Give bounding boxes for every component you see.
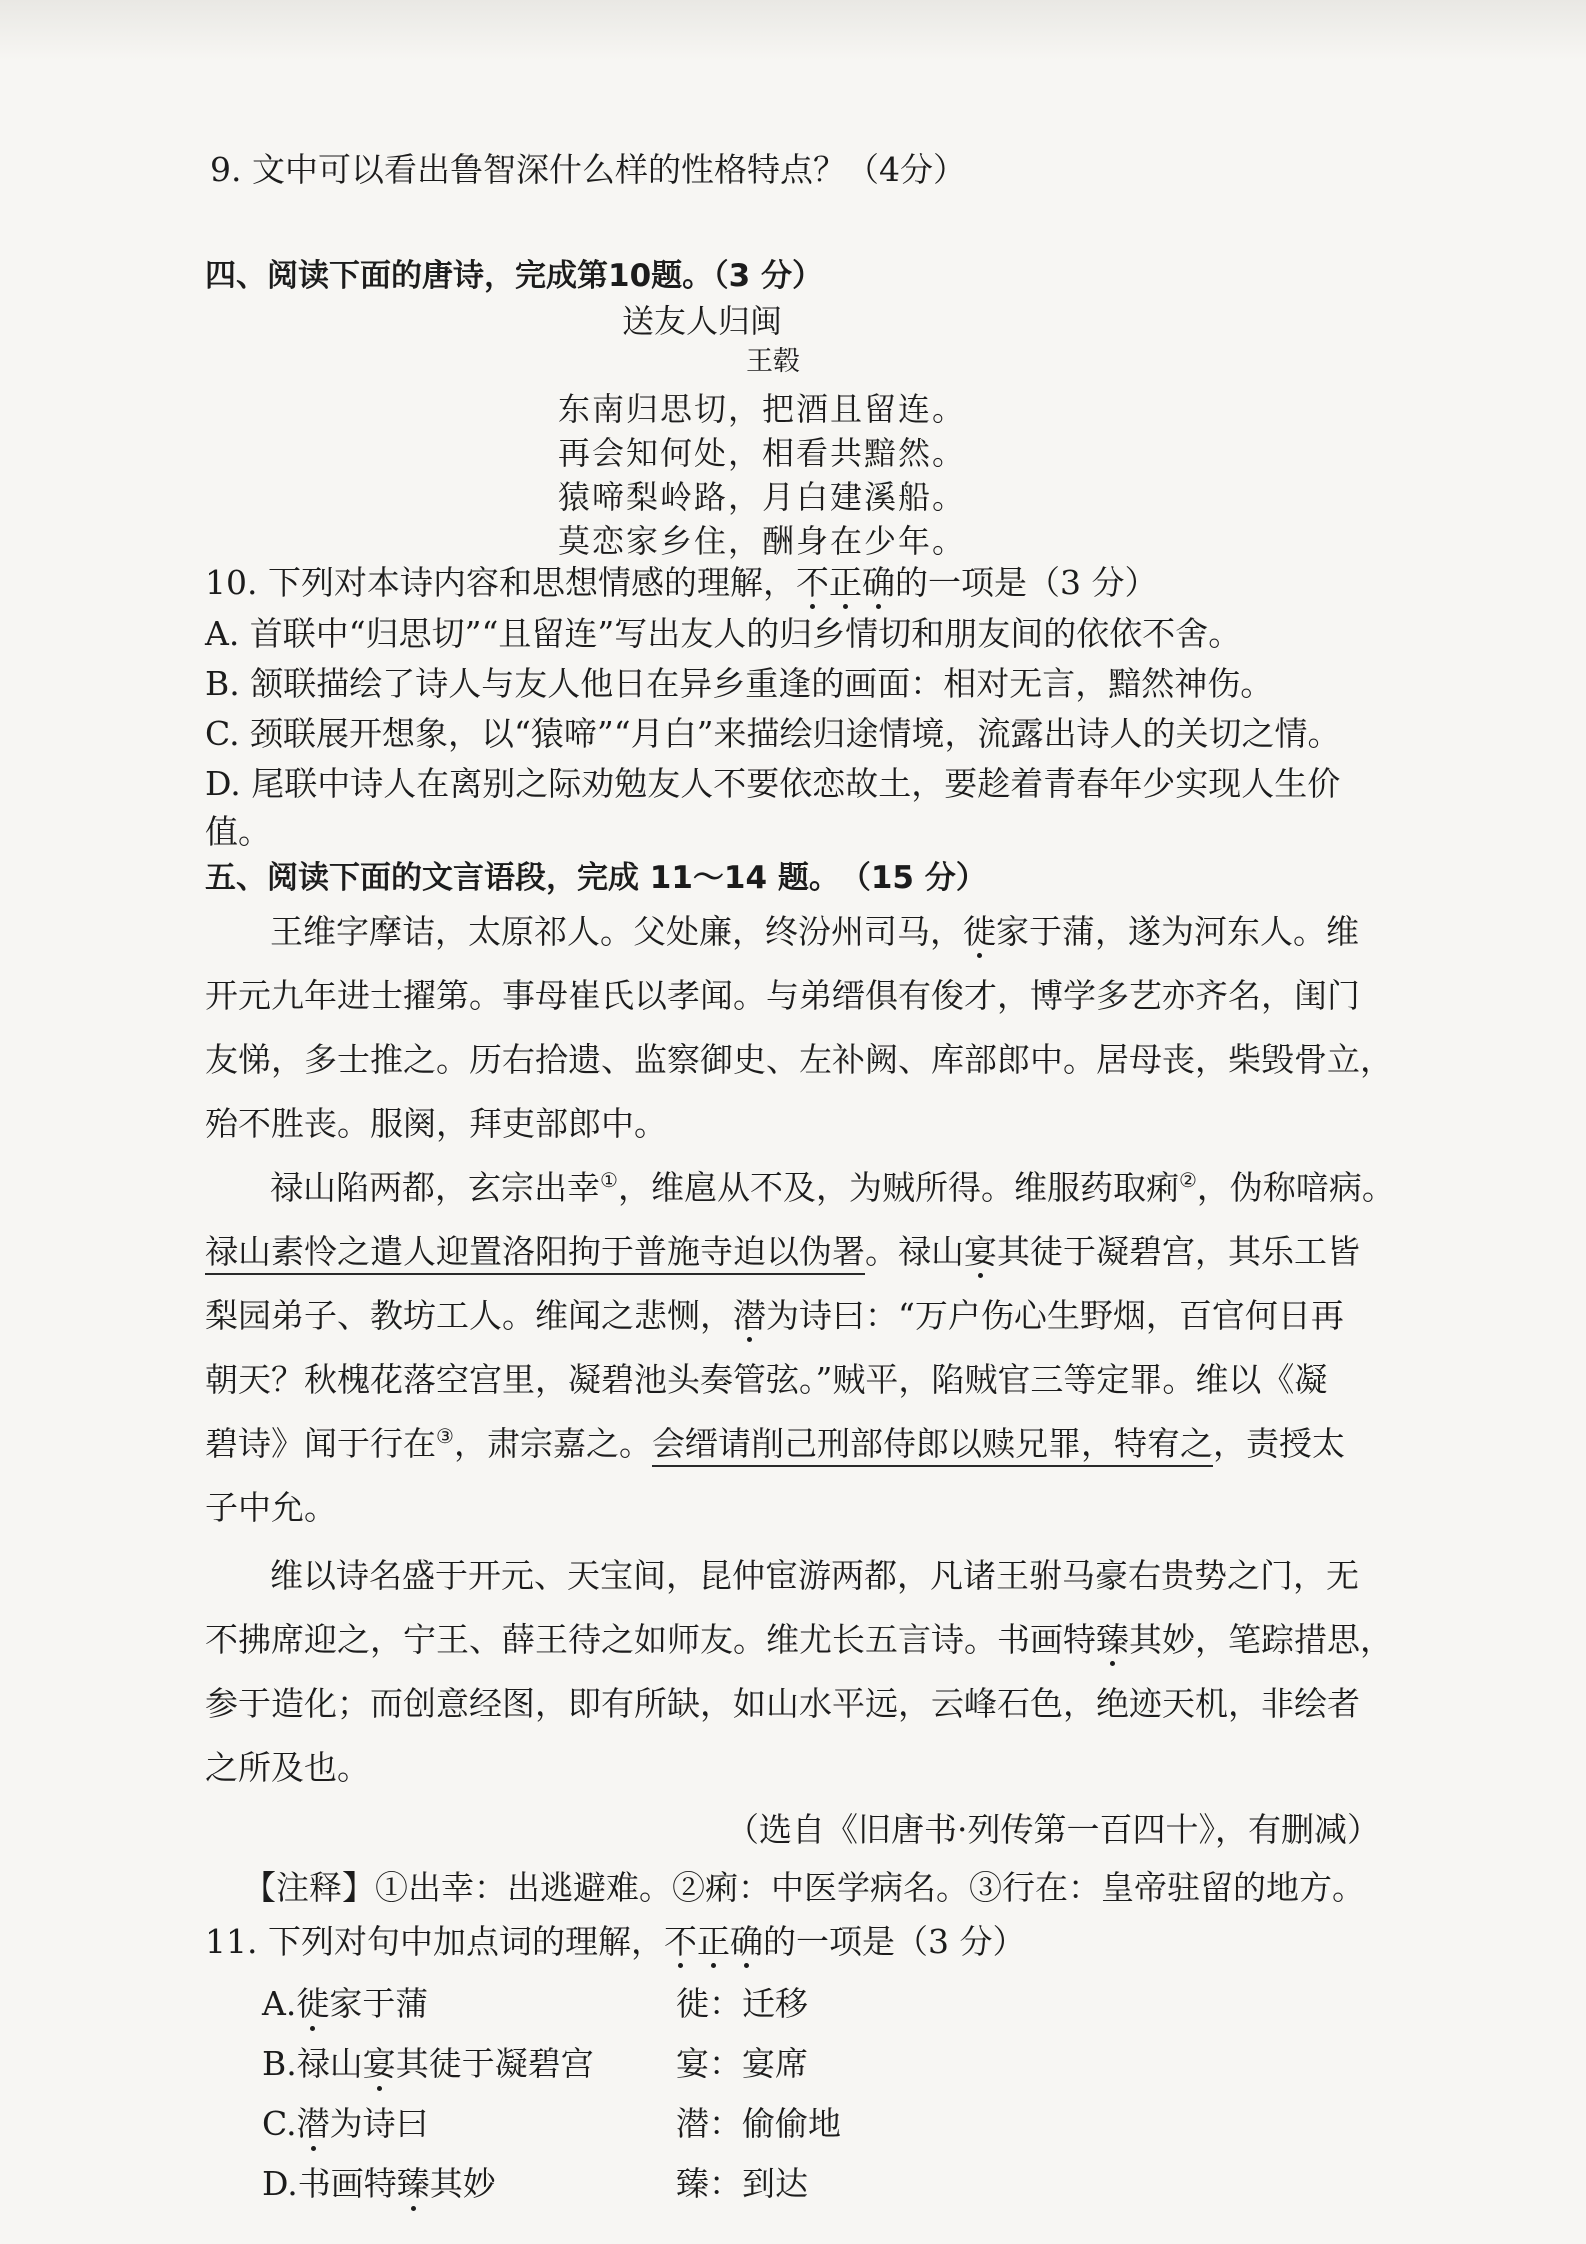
p2-l5-c: ，责授太 [1212,1424,1345,1463]
q11-option-d-gloss: 臻：到达 [676,2164,808,2203]
q11-c-pre: C. [262,2104,297,2143]
p1-line-1 [270,912,1359,952]
scan-shadow [0,0,1586,60]
p2-l3-dot: 潜 [733,1296,766,1335]
q11-c-post: 为诗曰 [329,2104,429,2143]
emphasis-char: 确 [729,1922,763,1961]
q11-a-dot: 徙 [296,1978,329,2025]
q11-option-d [262,2158,496,2205]
poem-line-3: 猿啼梨岭路，月白建溪船。 [558,478,967,516]
p1-line-4: 殆不胜丧。服阕，拜吏部郎中。 [205,1104,667,1143]
q11-option-c [262,2098,429,2145]
p1-line-3: 友悌，多士推之。历右拾遗、监察御史、左补阙、库部郎中。居母丧，柴毁骨立， [205,1040,1393,1079]
section-5-heading: 五、阅读下面的文言语段，完成 11～14 题。 （15 分） [205,860,987,896]
p3-l2-dot: 臻 [1096,1620,1129,1659]
poem-line-4: 莫恋家乡住，酬身在少年。 [558,522,967,560]
p3-line-3: 参于造化；而创意经图，即有所缺，如山水平远，云峰石色，绝迹天机，非绘者 [205,1684,1360,1723]
p3-line-2 [205,1620,1393,1660]
q10-option-a: A. 首联中“归思切”“且留连”写出友人的归乡情切和朋友间的依依不舍。 [205,614,1242,653]
emphasis-char: 不 [663,1922,697,1961]
p2-line-3 [205,1296,1344,1336]
poem-line-2: 再会知何处，相看共黯然。 [558,434,967,472]
p2-l1-b: ，维扈从不及，为贼所得。维服药取痢 [617,1168,1179,1207]
emphasis-char: 正 [696,1922,730,1961]
p1-l1-b: 家于蒲，遂为河东人。维 [996,912,1359,951]
p3-line-4: 之所及也。 [205,1748,370,1787]
q11-d-pre: D.书画特 [262,2164,397,2203]
q11-b-dot: 宴 [363,2038,396,2085]
q11-option-a-gloss: 徙：迁移 [676,1984,808,2023]
p2-line-2 [205,1232,1360,1272]
q11-emphasis [664,1922,763,1961]
emphasis-char: 不 [795,563,829,602]
p1-l1-a: 王维字摩诘，太原祁人。父处廉，终汾州司马， [270,912,963,951]
poem-line-1: 东南归思切，把酒且留连。 [558,390,967,428]
p2-line-5 [205,1424,1345,1464]
q10-option-c: C. 颈联展开想象，以“猿啼”“月白”来描绘归途情境，流露出诗人的关切之情。 [205,714,1341,753]
p1-line-2: 开元九年进士擢第。事母崔氏以孝闻。与弟缙俱有俊才，博学多艺亦齐名，闺门 [205,976,1360,1015]
note-ref-2: ② [1178,1168,1197,1192]
p2-l3-b: 为诗曰：“万户伤心生野烟，百官何日再 [766,1296,1344,1335]
question-9: 9. 文中可以看出鲁智深什么样的性格特点？（4分） [210,150,966,189]
p2-l5-b: ，肃宗嘉之。 [453,1424,652,1463]
q11-d-post: 其妙 [429,2164,496,2203]
q10-emphasis [796,563,895,602]
annotations: 【注释】①出幸：出逃避难。②痢：中医学病名。③行在：皇帝驻留的地方。 [243,1868,1365,1907]
q11-b-pre: B.禄山 [262,2044,363,2083]
q11-b-post: 其徒于凝碧宫 [395,2044,594,2083]
poem-author: 王毂 [746,346,800,377]
emphasis-char: 正 [828,563,862,602]
note-ref-3: ③ [436,1424,454,1448]
p2-line-1 [270,1168,1395,1208]
p2-l3-a: 梨园弟子、教坊工人。维闻之悲恻， [205,1296,733,1335]
p3-l2-b: 其妙，笔踪措思， [1129,1620,1393,1659]
q10-stem-tail: 的一项是（3 分） [894,563,1158,602]
underlined-sentence-2: 会缙请削己刑部侍郎以赎兄罪，特宥之 [652,1424,1213,1467]
p3-line-1: 维以诗名盛于开元、天宝间，昆仲宦游两都，凡诸王驸马豪右贵势之门，无 [270,1556,1359,1595]
p2-l1-a: 禄山陷两都，玄宗出幸 [270,1168,600,1207]
p2-l2-dot: 宴 [964,1232,997,1271]
q11-a-post: 家于蒲 [329,1984,429,2023]
q11-stem-text: 11. 下列对句中加点词的理解， [205,1922,664,1961]
p2-l1-c: ，伪称喑病。 [1196,1168,1395,1207]
q10-stem-text: 10. 下列对本诗内容和思想情感的理解， [205,563,796,602]
q11-option-c-gloss: 潜：偷偷地 [676,2104,841,2143]
p1-l1-dot: 徙 [963,912,996,951]
q11-option-a [262,1978,428,2025]
p2-line-6: 子中允。 [205,1488,337,1527]
p3-l2-a: 不拂席迎之，宁王、薛王待之如师友。维尤长五言诗。书画特 [205,1620,1096,1659]
underlined-sentence-1: 禄山素怜之遣人迎置洛阳拘于普施寺迫以伪署 [205,1232,865,1275]
question-11-stem [205,1922,1025,1962]
section-4-heading: 四、阅读下面的唐诗，完成第10题。（3 分） [205,258,823,294]
q10-option-d: D. 尾联中诗人在离别之际劝勉友人不要依恋故土，要趁着青春年少实现人生价 [205,764,1341,803]
question-10-stem [205,563,1157,603]
p2-l2-a: 。禄山 [865,1232,964,1271]
poem-title: 送友人归闽 [622,302,783,340]
p2-l2-b: 其徒于凝碧宫，其乐工皆 [997,1232,1360,1271]
p2-l5-a: 碧诗》闻于行在 [205,1424,436,1463]
q10-option-b: B. 颔联描绘了诗人与友人他日在异乡重逢的画面：相对无言，黯然神伤。 [205,664,1274,703]
p2-line-4: 朝天？秋槐花落空宫里，凝碧池头奏管弦。”贼平，陷贼官三等定罪。维以《凝 [205,1360,1328,1399]
q10-option-d-cont: 值。 [205,812,271,851]
q11-c-dot: 潜 [297,2098,330,2145]
q11-option-b [262,2038,594,2085]
q11-stem-tail: 的一项是（3 分） [762,1922,1026,1961]
q11-option-b-gloss: 宴：宴席 [676,2044,808,2083]
q11-a-pre: A. [262,1984,297,2023]
q11-d-dot: 臻 [397,2158,430,2205]
note-ref-1: ① [600,1168,618,1192]
emphasis-char: 确 [861,563,895,602]
source-citation: （选自《旧唐书·列传第一百四十》，有删减） [726,1810,1380,1849]
